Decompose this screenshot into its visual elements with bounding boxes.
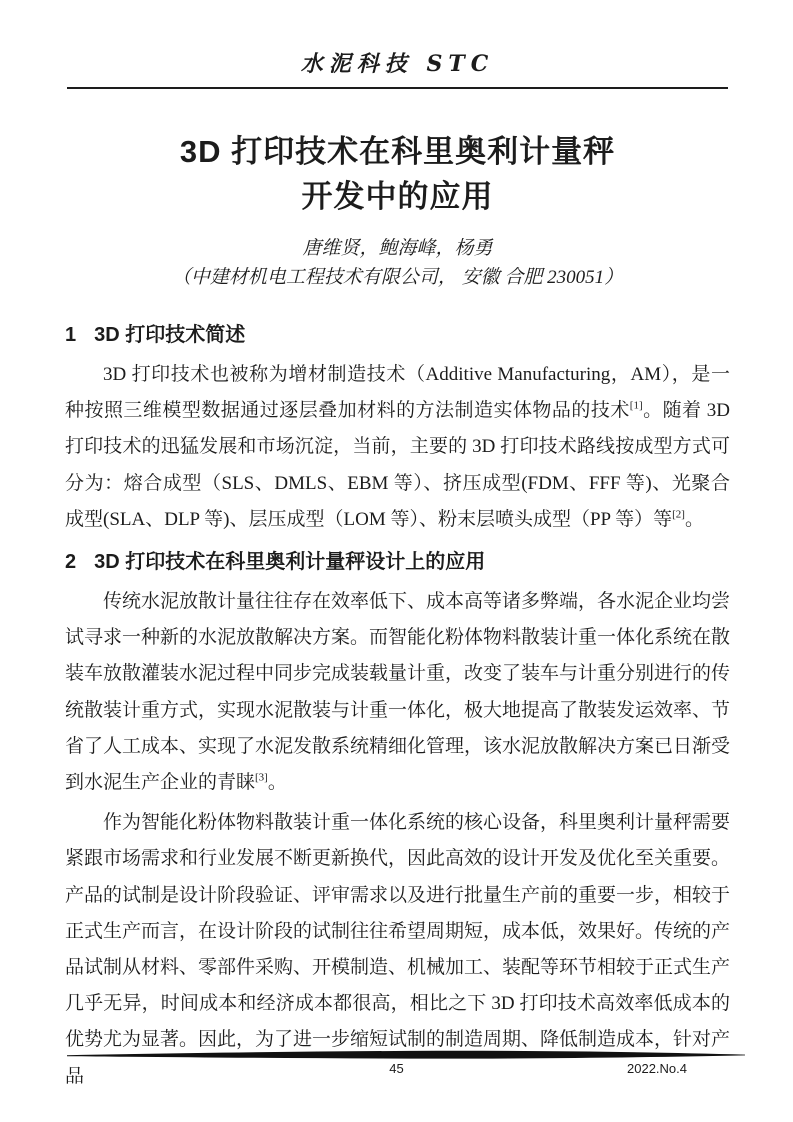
article-title-line1: 3D 打印技术在科里奥利计量秤: [179, 134, 616, 169]
page-number: 45: [389, 1061, 404, 1076]
affiliation: （中建材机电工程技术有限公司， 安徽 合肥 230051）: [171, 267, 624, 288]
paragraph: 作为智能化粉体物料散装计重一体化系统的核心设备，科里奥利计量秤需要紧跟市场需求和行业发展不断更新换代，因此高效的设计开发及优化至关重要。产品的试制是设计阶段验证、评审需求以及进行批量生产前的重要一步，相较于正式生产而言，在设计阶段的试制往往希望周期短，成本低，效果好。传统的产品试制从材料、零部件采购、开模制造、机械加工、装配等环节相较于正式生产几乎无异，时间成本和经济成本都很高，相比之下 3D 打印技术高效率低成本的优势尤为显著。因此，为了进一步缩短试制的制造周期、降低制造成本，针对产品: [65, 812, 731, 1087]
header-rule: [67, 87, 728, 89]
paragraph: 3D 打印技术也被称为增材制造技术（Additive Manufacturing，AM），是一种按照三维模型数据通过逐层叠加材料的方法制造实体物品的技术[1]。随着 3D 打印技术的迅猛发展和市场沉淀，当前，主要的 3D 打印技术路线按成型方式可分为：熔合成型（SLS、DMLS、EBM 等）、挤压成型(FDM、FFF 等)、光聚合成型(SLA、DLP 等)、层压成型（LOM 等）、粉末层喷头成型（PP 等）等[2]。: [65, 364, 730, 530]
article-title: [65, 129, 730, 219]
issue-label: 2022.No.4: [627, 1061, 687, 1076]
citation-ref: [2]: [672, 508, 685, 521]
authors: 唐维贤，鲍海峰，杨勇: [302, 238, 493, 259]
paragraph: 传统水泥放散计量往往存在效率低下、成本高等诸多弊端，各水泥企业均尝试寻求一种新的水泥放散解决方案。而智能化粉体物料散装计重一体化系统在散装车放散灌装水泥过程中同步完成装载量计重，改变了装车与计重分别进行的传统散装计重方式，实现水泥散装与计重一体化，极大地提高了散装发运效率、节省了人工成本、实现了水泥发散系统精细化管理，该水泥放散解决方案已日渐受到水泥生产企业的青睐[3]。: [65, 591, 731, 794]
article-title-line2: 开发中的应用: [301, 179, 494, 214]
citation-ref: [1]: [629, 399, 643, 412]
section-number: 1: [65, 324, 77, 346]
section-heading: [65, 548, 730, 576]
journal-header: [65, 50, 730, 89]
article-body: [65, 321, 730, 1095]
section-title: 3D 打印技术简述: [94, 324, 246, 346]
page-footer: [0, 1050, 793, 1122]
journal-title: 水泥科技 STC: [300, 51, 495, 77]
section-heading: [65, 321, 730, 349]
section-number: 2: [65, 551, 77, 574]
section-title: 3D 打印技术在科里奥利计量秤设计上的应用: [94, 551, 486, 574]
footer-rule-bar: [67, 1050, 745, 1059]
citation-ref: [3]: [255, 771, 268, 784]
